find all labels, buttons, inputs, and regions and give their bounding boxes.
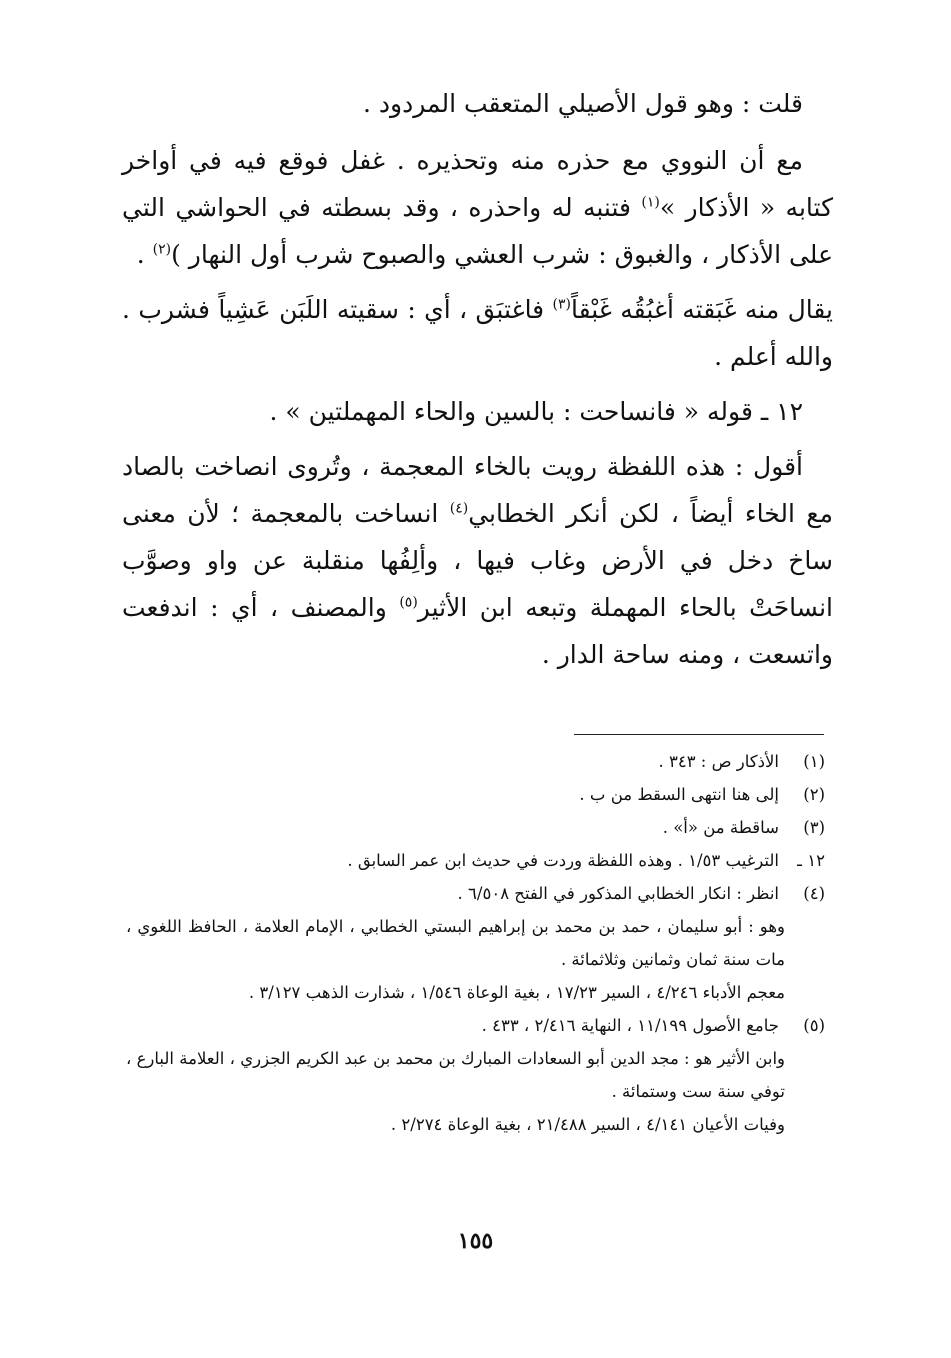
paragraph-2	[122, 137, 833, 278]
footnote-3-text: ساقطة من «أ» .	[662, 818, 779, 837]
paragraph-3-text-b: فاغتبَق ، أي : سقيته اللَبَن عَشِياً فشرب . والله أعلم .	[122, 295, 833, 371]
paragraph-1	[122, 80, 833, 127]
footnote-5-continuation-1: وابن الأثير هو : مجد الدين أبو السعادات المبارك بن محمد بن عبد الكريم الجزري ، العلامة البارع ، توفي سنة ست وستمائة .	[126, 1049, 785, 1101]
footnote-4	[126, 877, 825, 910]
footnote-ref-3[interactable]: (٣)	[552, 296, 571, 313]
paragraph-4-heading	[122, 388, 833, 435]
paragraph-2-text-b: فتنبه له واحذره ، وقد بسطته في الحواشي التي على الأذكار ، والغبوق : شرب العشي والصبوح شرب أول النهار )	[122, 193, 833, 269]
footnote-ref-2[interactable]: (٢)	[152, 241, 172, 258]
page-number: ١٥٥	[457, 1228, 494, 1254]
main-text	[122, 80, 833, 686]
footnote-3-number: (٣)	[803, 818, 825, 837]
footnote-5-continuation-2: وفيات الأعيان ٤/١٤١ ، السير ٢١/٤٨٨ ، بغية الوعاة ٢/٢٧٤ .	[390, 1115, 785, 1134]
paragraph-2-text-c: .	[136, 240, 153, 269]
footnote-12-text: الترغيب ١/٥٣ . وهذه اللفظة وردت في حديث ابن عمر السابق .	[347, 851, 779, 870]
footnote-5	[126, 1009, 825, 1042]
footnote-4-continuation-1: وهو : أبو سليمان ، حمد بن محمد بن إبراهيم البستي الخطابي ، الإمام العلامة ، الحافظ اللغوي ، مات سنة ثمان وثمانين وثلاثمائة .	[126, 917, 785, 969]
footnotes	[126, 745, 825, 1141]
footnote-1-text: الأذكار ص : ٣٤٣ .	[658, 752, 779, 771]
footnote-ref-1[interactable]: (١)	[641, 194, 660, 211]
paragraph-2-text-a: مع أن النووي مع حذره منه وتحذيره . غفل فوقع فيه في أواخر كتابه « الأذكار »	[122, 146, 833, 222]
footnote-ref-5[interactable]: (٥)	[399, 594, 418, 611]
paragraph-3-text-a: يقال منه غَبَقته أغبُقُه غَبْقاً	[571, 295, 834, 324]
footnote-ref-4[interactable]: (٤)	[449, 500, 469, 517]
footnote-4-continuation-2: معجم الأدباء ٤/٢٤٦ ، السير ١٧/٢٣ ، بغية الوعاة ١/٥٤٦ ، شذارت الذهب ٣/١٢٧ .	[248, 983, 785, 1002]
footnote-separator	[574, 734, 824, 735]
paragraph-5-text-b: انساخت بالمعجمة ؛ لأن معنى ساخ دخل في الأرض وغاب فيها ، وألِفُها منقلبة عن واو وصوَّب انساحَتْ بالحاء المهملة وتبعه ابن الأثير	[122, 499, 833, 622]
footnote-2	[126, 778, 825, 811]
footnote-4-text: انظر : انكار الخطابي المذكور في الفتح ٦/٥٠٨ .	[457, 884, 779, 903]
footnote-2-text: إلى هنا انتهى السقط من ب .	[579, 785, 779, 804]
footnote-12	[126, 844, 825, 877]
footnote-3	[126, 811, 825, 844]
paragraph-3	[122, 286, 833, 380]
paragraph-1-text: قلت : وهو قول الأصيلي المتعقب المردود .	[362, 89, 803, 118]
paragraph-5-text-c: والمصنف ، أي : اندفعت واتسعت ، ومنه ساحة الدار .	[122, 593, 833, 669]
footnote-1-number: (١)	[803, 752, 825, 771]
footnote-5-text: جامع الأصول ١١/١٩٩ ، النهاية ٢/٤١٦ ، ٤٣٣ .	[481, 1016, 779, 1035]
footnote-1	[126, 745, 825, 778]
paragraph-4-text: ١٢ ـ قوله « فانساحت : بالسين والحاء المهملتين » .	[269, 397, 803, 426]
footnote-12-number: ١٢ ـ	[797, 851, 825, 870]
footnote-4-number: (٤)	[803, 884, 825, 903]
paragraph-5-text-a: أقول : هذه اللفظة رويت بالخاء المعجمة ، وتُروى انصاخت بالصاد مع الخاء أيضاً ، لكن أنكر الخطابي	[122, 452, 833, 528]
footnote-2-number: (٢)	[803, 785, 825, 804]
paragraph-5	[122, 443, 833, 678]
footnote-5-number: (٥)	[803, 1016, 825, 1035]
